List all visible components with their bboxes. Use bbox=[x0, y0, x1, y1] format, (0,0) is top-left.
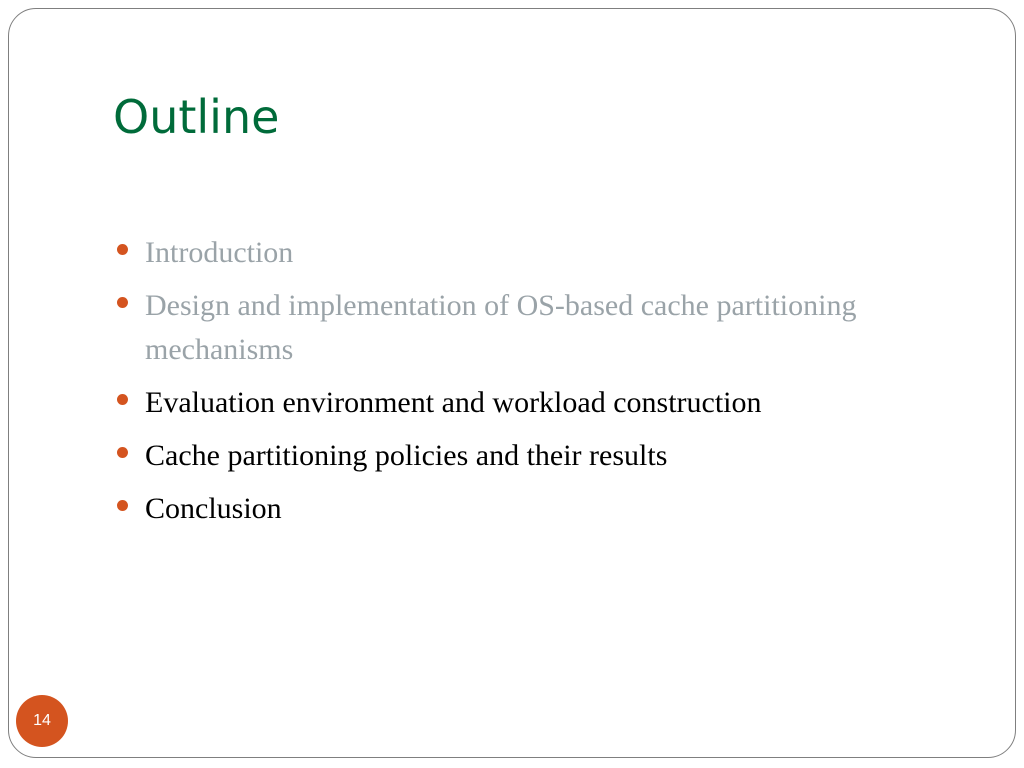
outline-list bbox=[115, 231, 955, 540]
outline-item-policies bbox=[115, 434, 955, 478]
outline-item-evaluation bbox=[115, 381, 955, 425]
slide-title: Outline bbox=[113, 90, 280, 144]
bullet-dot-icon bbox=[117, 244, 128, 255]
page-number-badge: 14 bbox=[16, 695, 68, 747]
outline-item-text: Evaluation environment and workload construction bbox=[145, 386, 762, 419]
outline-item-text: Introduction bbox=[145, 236, 294, 269]
outline-item-introduction bbox=[115, 231, 955, 275]
outline-item-text: Design and implementation of OS-based cache partitioning mechanisms bbox=[145, 289, 857, 366]
bullet-dot-icon bbox=[117, 394, 128, 405]
bullet-dot-icon bbox=[117, 500, 128, 511]
outline-item-conclusion bbox=[115, 487, 955, 531]
bullet-dot-icon bbox=[117, 297, 128, 308]
slide-frame bbox=[8, 8, 1016, 758]
outline-item-text: Conclusion bbox=[145, 492, 282, 525]
outline-item-design bbox=[115, 284, 955, 372]
outline-item-text: Cache partitioning policies and their results bbox=[145, 439, 668, 472]
bullet-dot-icon bbox=[117, 447, 128, 458]
